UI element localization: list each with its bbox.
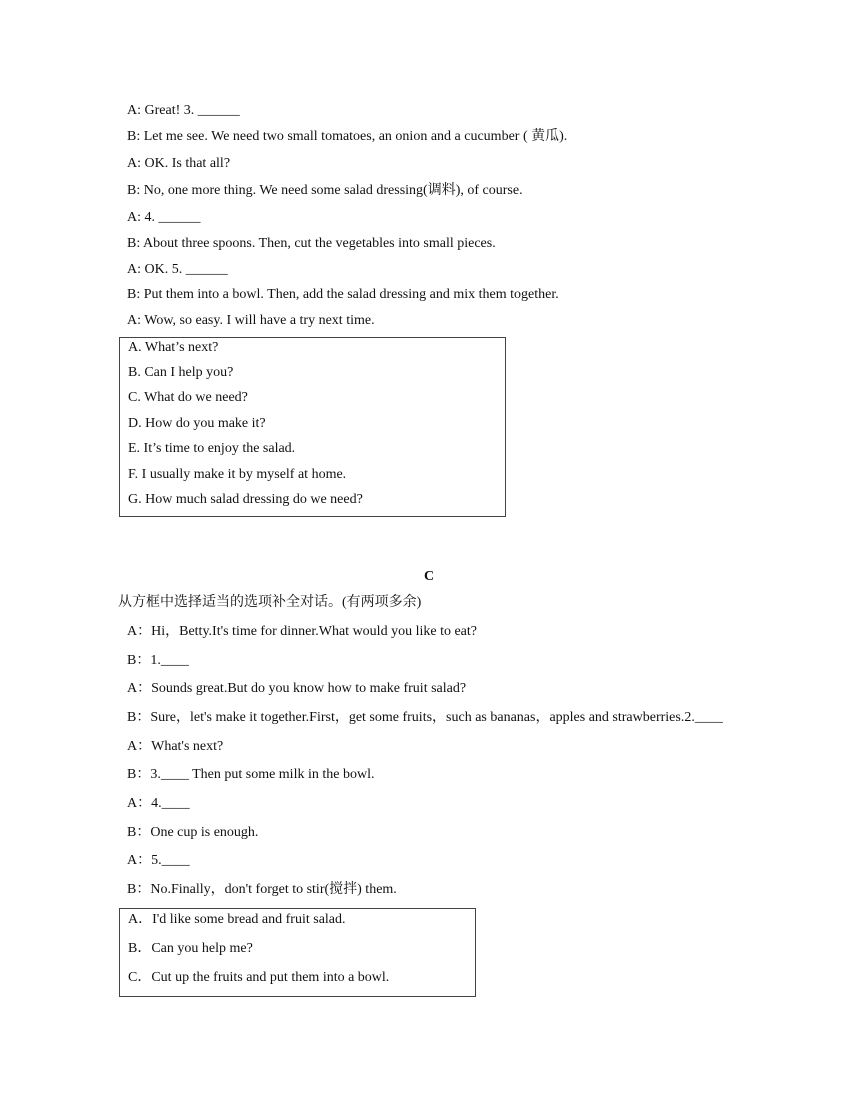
- dialogue-line: A：4.____: [127, 796, 190, 811]
- dialogue-line: A: OK. 5. ______: [127, 262, 228, 277]
- dialogue-line: A：Sounds great.But do you know how to make fruit salad?: [127, 681, 467, 696]
- option-item: A．I'd like some bread and fruit salad.: [128, 912, 346, 927]
- option-item: B. Can I help you?: [128, 365, 234, 380]
- dialogue-line: A：What's next?: [127, 739, 224, 754]
- dialogue-line: B：1.____: [127, 653, 189, 668]
- option-item: A. What’s next?: [128, 340, 219, 355]
- dialogue-line: B：3.____ Then put some milk in the bowl.: [127, 767, 375, 782]
- dialogue-line: B: Put them into a bowl. Then, add the salad dressing and mix them together.: [127, 287, 559, 302]
- option-item: B．Can you help me?: [128, 941, 253, 956]
- option-item: C．Cut up the fruits and put them into a bowl.: [128, 970, 390, 985]
- dialogue-line: B: Let me see. We need two small tomatoes, an onion and a cucumber ( 黄瓜).: [127, 129, 568, 144]
- option-item: C. What do we need?: [128, 390, 248, 405]
- option-item: E. It’s time to enjoy the salad.: [128, 441, 296, 456]
- dialogue-line: B：One cup is enough.: [127, 825, 259, 840]
- option-item: D. How do you make it?: [128, 416, 266, 431]
- dialogue-line: B: About three spoons. Then, cut the vegetables into small pieces.: [127, 236, 496, 251]
- dialogue-line: B：Sure，let's make it together.First，get some fruits，such as bananas，apples and strawberries.2.____: [127, 710, 723, 725]
- section-c-options-box: [119, 908, 476, 997]
- option-item: G. How much salad dressing do we need?: [128, 492, 363, 507]
- dialogue-line: A: Wow, so easy. I will have a try next time.: [127, 313, 375, 328]
- dialogue-line: A：Hi，Betty.It's time for dinner.What would you like to eat?: [127, 624, 477, 639]
- section-c-heading: C: [424, 569, 435, 584]
- dialogue-line: A：5.____: [127, 853, 190, 868]
- dialogue-line: B：No.Finally，don't forget to stir(搅拌) them.: [127, 882, 397, 897]
- dialogue-line: A: Great! 3. ______: [127, 103, 240, 118]
- section-b-options-box: [119, 337, 506, 517]
- dialogue-line: A: 4. ______: [127, 210, 201, 225]
- dialogue-line: B: No, one more thing. We need some salad dressing(调料), of course.: [127, 183, 523, 198]
- option-item: F. I usually make it by myself at home.: [128, 467, 347, 482]
- dialogue-line: A: OK. Is that all?: [127, 156, 231, 171]
- section-c-instruction: 从方框中选择适当的选项补全对话。(有两项多余): [118, 595, 422, 610]
